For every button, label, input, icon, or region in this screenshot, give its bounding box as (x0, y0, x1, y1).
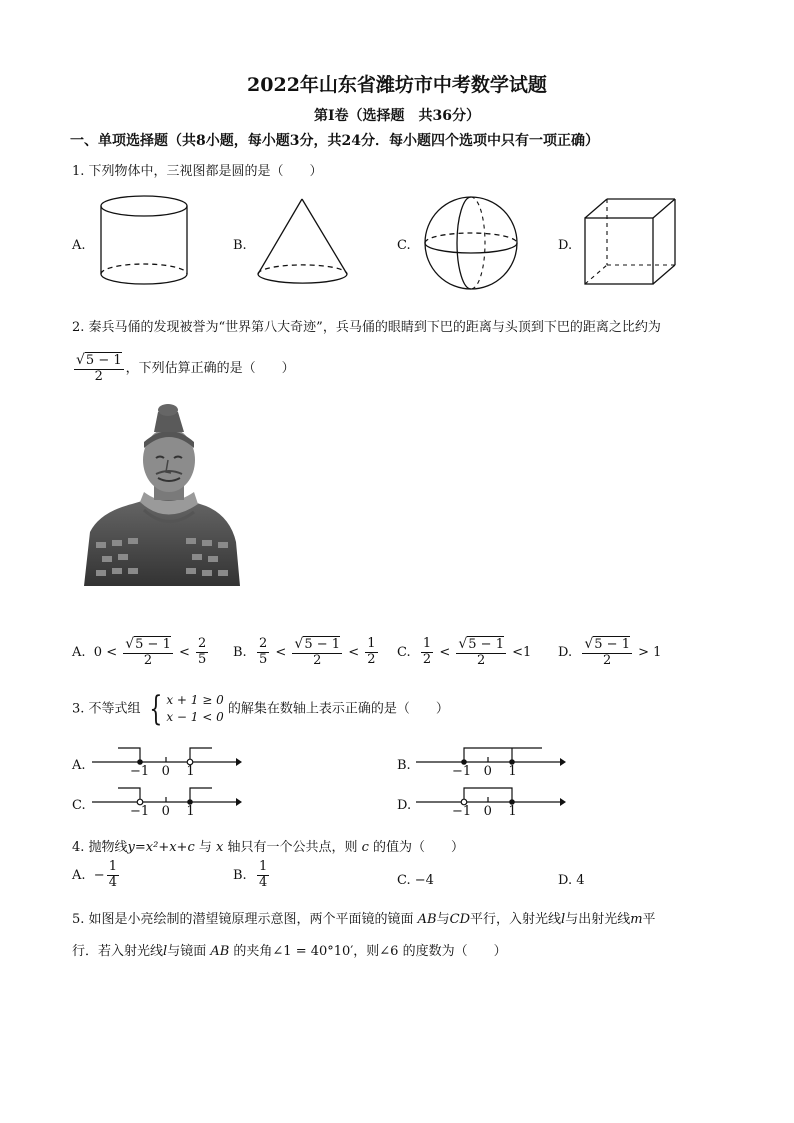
q3-option-a-label: A. (72, 758, 86, 773)
q1-option-d-label: D. (558, 238, 573, 253)
question-3-text: 3. 不等式组 { x + 1 ≥ 0 x − 1 < 0 的解集在数轴上表示正确的是（ ） (72, 689, 449, 729)
golden-ratio-fraction: $\frac{√5 - 1}{2}$ (76, 352, 122, 384)
number-line-c-tick-labels: −1 0 1 (130, 804, 195, 819)
q4-option-b: B. $\frac{1}{4}$ (233, 859, 268, 890)
q2-option-a: A. 0 < $\frac{√5 - 1}{2}$ < $\frac{2}{5}$ (72, 636, 207, 668)
cylinder-figure (98, 192, 194, 290)
q3-option-b-label: B. (397, 758, 411, 773)
question-5-line-1: 5. 如图是小亮绘制的潜望镜原理示意图，两个平面镜的镜面 AB与CD平行，入射光线l与出射光线m平 (72, 912, 656, 927)
q2-option-c: C. $\frac{1}{2}$ < $\frac{√5 - 1}{2}$ <1 (397, 636, 532, 668)
q4-option-d: D. 4 (558, 873, 585, 888)
q4-option-c: C. −4 (397, 873, 434, 888)
q1-option-b-label: B. (233, 238, 247, 253)
sphere-figure (420, 194, 524, 294)
question-4-text: 4. 抛物线y=x²+x+c 与 x 轴只有一个公共点，则 c 的值为（ ） (72, 840, 465, 855)
number-line-a-tick-labels: −1 0 1 (130, 764, 195, 779)
q4-option-a: A. − $\frac{1}{4}$ (72, 859, 117, 890)
cone-figure (254, 196, 354, 288)
cube-figure (582, 196, 682, 288)
question-2-line-2: $\frac{√5 - 1}{2}$ ，下列估算正确的是（ ） (76, 352, 295, 384)
number-line-b-tick-labels: −1 0 1 (452, 764, 517, 779)
q3-option-d-label: D. (397, 798, 412, 813)
question-2-line-1: 2. 秦兵马俑的发现被誉为“世界第八大奇迹”，兵马俑的眼睛到下巴的距离与头顶到下巴的距离之比约为 (72, 320, 661, 335)
number-line-d-tick-labels: −1 0 1 (452, 804, 517, 819)
terracotta-warrior-image (82, 402, 240, 586)
inequality-system: { x + 1 ≥ 0 x − 1 < 0 (149, 689, 224, 729)
q2-option-b: B. $\frac{2}{5}$ < $\frac{√5 - 1}{2}$ < $\frac{1}{2}$ (233, 636, 376, 668)
question-1-text: 1. 下列物体中，三视图都是圆的是（ ） (72, 164, 323, 179)
q3-option-c-label: C. (72, 798, 86, 813)
section-heading: 一、单项选择题（共8小题，每小题3分，共24分．每小题四个选项中只有一项正确） (70, 133, 599, 149)
page-subtitle: 第Ⅰ卷（选择题 共36分） (313, 108, 481, 124)
page-title: 2022年山东省潍坊市中考数学试题 (247, 74, 547, 96)
q1-option-a-label: A. (72, 238, 86, 253)
question-5-line-2: 行．若入射光线l与镜面 AB 的夹角∠1 = 40°10′，则∠6 的度数为（ ） (72, 944, 507, 959)
q2-option-d: D. $\frac{√5 - 1}{2}$ > 1 (558, 636, 662, 668)
q1-option-c-label: C. (397, 238, 411, 253)
